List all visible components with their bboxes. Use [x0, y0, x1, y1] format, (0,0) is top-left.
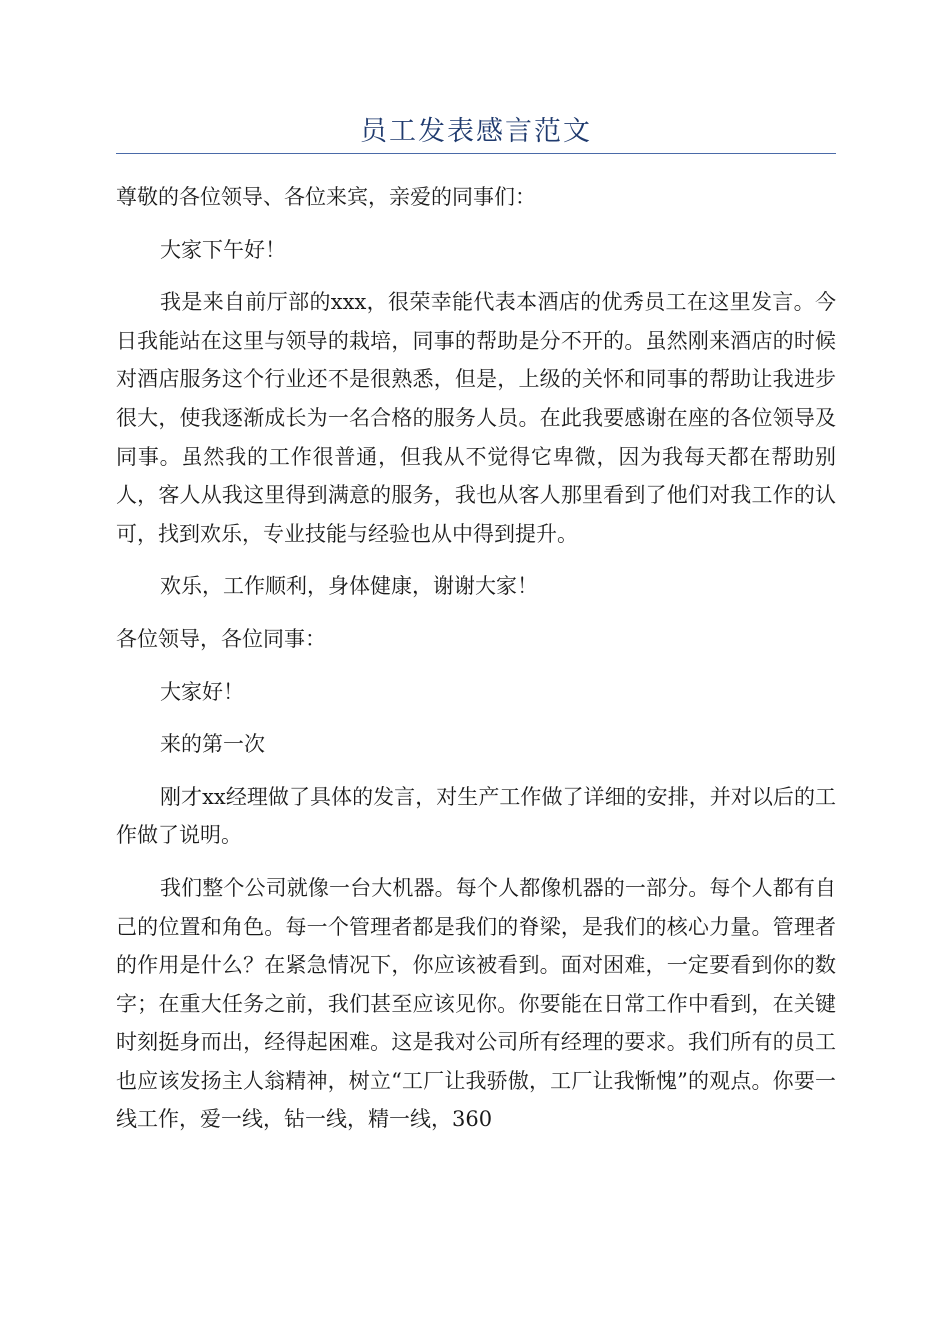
document-body [116, 178, 836, 1153]
greeting-paragraph: 大家下午好！ [160, 237, 286, 262]
greeting-paragraph-2: 大家好！ [160, 679, 244, 704]
body-paragraph-short: 来的第一次 [160, 732, 265, 757]
body-paragraph: 我们整个公司就像一台大机器。每个人都像机器的一部分。每个人都有自己的位置和角色。每一个管理者都是我们的脊梁，是我们的核心力量。管理者的作用是什么？在紧急情况下，你应该被看到。面对困难，一定要看到你的数字；在重大任务之前，我们甚至应该见你。你要能在日常工作中看到，在关键时刻挺身而出，经得起困难。这是我对公司所有经理的要求。我们所有的员工也应该发扬主人翁精神，树立“工厂让我骄傲，工厂让我惭愧”的观点。你要一线工作，爱一线，钻一线，精一线，360 [116, 875, 836, 1132]
document-title: 员工发表感言范文 [360, 116, 592, 147]
body-paragraph: 我是来自前厅部的xxx，很荣幸能代表本酒店的优秀员工在这里发言。今日我能站在这里与领导的栽培，同事的帮助是分不开的。虽然刚来酒店的时候对酒店服务这个行业还不是很熟悉，但是，上级的关怀和同事的帮助让我进步很大，使我逐渐成长为一名合格的服务人员。在此我要感谢在座的各位领导及同事。虽然我的工作很普通，但我从不觉得它卑微，因为我每天都在帮助别人，客人从我这里得到满意的服务，我也从客人那里看到了他们对我工作的认可，找到欢乐，专业技能与经验也从中得到提升。 [116, 290, 836, 546]
title-underline [116, 153, 836, 154]
closing-paragraph: 欢乐，工作顺利，身体健康，谢谢大家！ [160, 574, 538, 599]
salutation-paragraph-2: 各位领导，各位同事： [116, 626, 326, 651]
body-paragraph: 刚才xx经理做了具体的发言，对生产工作做了详细的安排，并对以后的工作做了说明。 [116, 784, 836, 848]
salutation-paragraph: 尊敬的各位领导、各位来宾，亲爱的同事们： [116, 185, 536, 209]
